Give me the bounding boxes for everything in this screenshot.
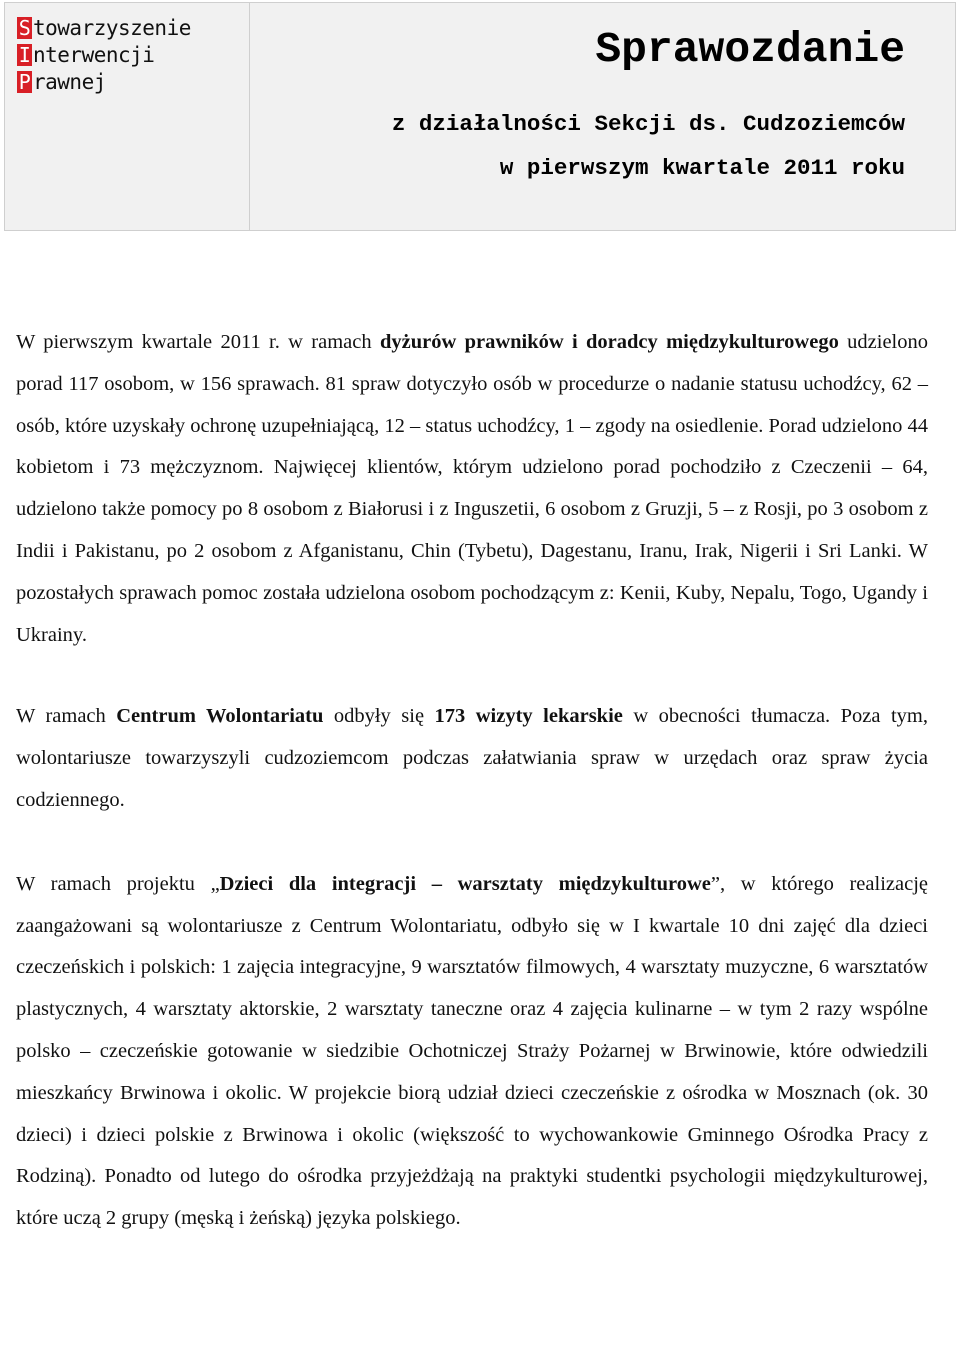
paragraph-text: W ramach [16,705,117,728]
paragraph-text: w obecności tłumacza. Poza tym, wolontariusze towarzyszyli cudzoziemcom podczas załatwiania spraw w urzędach oraz spraw życia codziennego. [16,705,928,811]
paragraph-text: ”, w którego realizację zaangażowani są wolontariusze z Centrum Wolontariatu, odbyło się w I kwartale 10 dni zajęć dla dzieci czeczeńskich i polskich: 1 zajęcia integracyjne, 9 warsztatów filmowych, 4 warsztaty muzyczne, 6 warsztatów plastycznych, 4 warsztaty aktorskie, 2 warsztaty taneczne oraz 4 zajęcia kulinarne – w tym 2 razy wspólne polsko – czeczeńskie gotowanie w siedzibie Ochotniczej Straży Pożarnej w Brwinowie, które odwiedzili mieszkańcy Brwinowa i okolic. W projekcie biorą udział dzieci czeczeńskie z ośrodka w Mosznach (ok. 30 dzieci) i dzieci polskie z Brwinowa i okolic (większość to wychowankowie Gminnego Ośrodka Pracy z Rodziną). Ponadto od lutego do ośrodka przyjeżdżają na praktyki studentki psychologii międzykulturowej, które uczą 2 grupy (męską i żeńską) języka polskiego. [16,872,928,1230]
paragraph-text: odbyły się [323,705,435,728]
logo-initial-p: P [18,70,31,94]
highlight-project-name: Dzieci dla integracji – warsztaty międzykulturowe [219,872,711,895]
logo-line-2 [17,42,191,68]
report-title: Sprawozdanie [595,25,905,74]
report-header [4,2,956,231]
report-body [16,322,928,1240]
logo-word-1: towarzyszenie [33,16,191,40]
report-subtitle-line-1: z działalności Sekcji ds. Cudzoziemców [391,111,905,137]
logo-initial-i: I [18,43,31,67]
title-block [249,3,955,230]
paragraph-integration-project [16,864,928,1240]
logo-word-3: rawnej [33,70,106,94]
paragraph-legal-advice [16,322,928,656]
logo-line-1 [17,15,191,41]
paragraph-text: W pierwszym kwartale 2011 r. w ramach [16,331,380,353]
highlight-medical-visits: 173 wizyty lekarskie [434,705,623,728]
paragraph-volunteer-center [16,696,928,821]
logo-word-2: nterwencji [33,43,155,67]
report-subtitle-line-2: w pierwszym kwartale 2011 roku [499,155,905,181]
highlight-advisors: dyżurów prawników i doradcy międzykulturowego [379,331,839,353]
logo-line-3 [17,69,191,95]
logo-cell [5,3,250,230]
paragraph-text: udzielono porad 117 osobom, w 156 sprawach. 81 spraw dotyczyło osób w procedurze o nadanie statusu uchodźcy, 62 – osób, które uzyskały ochronę uzupełniającą, 12 – status uchodźcy, 1 – zgody na osiedlenie. Porad udzielono 44 kobietom i 73 mężczyznom. Najwięcej klientów, którym udzielono porad pochodziło z Czeczenii – 64, udzielono także pomocy po 8 osobom z Białorusi i z Inguszetii, 6 osobom z Gruzji, 5 – z Rosji, po 3 osobom z Indii i Pakistanu, po 2 osobom z Afganistanu, Chin (Tybetu), Dagestanu, Iranu, Irak, Nigerii i Sri Lanki. W pozostałych sprawach pomoc została udzielona osobom pochodzącym z: Kenii, Kuby, Nepalu, Togo, Ugandy i Ukrainy. [16,331,929,646]
organization-logo [17,15,191,96]
logo-initial-s: S [18,16,31,40]
highlight-volunteer-center: Centrum Wolontariatu [116,705,324,728]
paragraph-text: W ramach projektu „ [16,872,220,895]
